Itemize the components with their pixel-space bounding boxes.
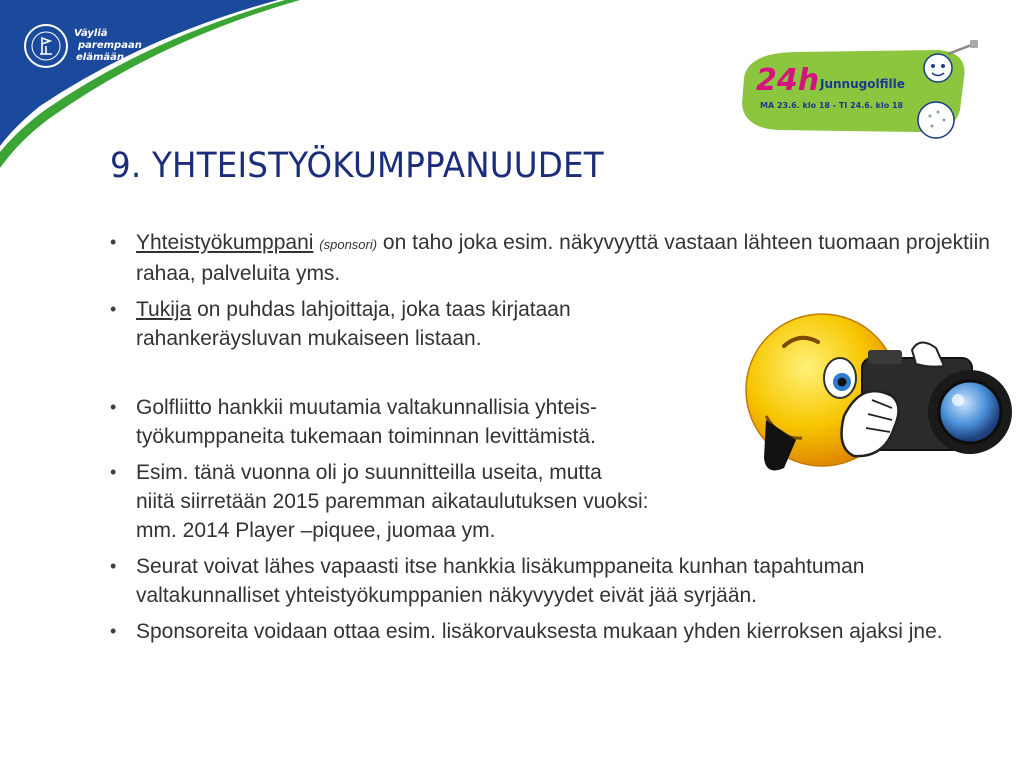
bullet-tukija: [110, 295, 736, 353]
slogan: [74, 28, 142, 64]
bullet-2-text: on puhdas lahjoittaja, joka taas kirjataan rahankeräysluvan mukaiseen listaan.: [136, 298, 571, 350]
bullet-1-text: on taho joka esim. näkyvyyttä vastaan lähteen tuomaan projektiin rahaa, palveluita yms.: [136, 231, 990, 285]
bullet-sponsoreita: [110, 617, 1010, 646]
bullet-3-line-1: Golfliitto hankkii muutamia valtakunnallisia yhteis-: [136, 396, 598, 419]
note-sponsori: (sponsori): [319, 237, 378, 252]
bullet-yhteistyokumppani: [110, 228, 1010, 288]
event-logo-big: 24h: [756, 63, 820, 98]
bullet-seurat: [110, 552, 1010, 610]
bullet-4-line-2: niitä siirretään 2015 paremman aikataulutuksen vuoksi:: [136, 490, 649, 513]
bullet-5-text: Seurat voivat lähes vapaasti itse hankkia lisäkumppaneita kunhan tapahtuman valtakunnalliset yhteistyökumppanien näkyvyydet eivät jää syrjään.: [136, 555, 865, 607]
slide-title: 9. YHTEISTYÖKUMPPANUUDET: [110, 146, 604, 186]
slogan-line-3: elämään: [76, 52, 124, 63]
bullet-4-line-1: Esim. tänä vuonna oli jo suunnitteilla useita, mutta: [136, 461, 602, 484]
brand-block: [24, 24, 154, 74]
event-logo-small: Junnugolfille: [820, 77, 905, 91]
term-tukija: Tukija: [136, 298, 192, 321]
federation-seal-icon: [24, 24, 68, 68]
smiley-camera-icon: [744, 308, 1012, 486]
term-yhteistyokumppani: Yhteistyökumppani: [136, 231, 314, 254]
bullet-6-text: Sponsoreita voidaan ottaa esim. lisäkorvauksesta mukaan yhden kierroksen ajaksi jne.: [136, 620, 943, 643]
event-logo-dates: MA 23.6. klo 18 - TI 24.6. klo 18: [760, 101, 904, 110]
slogan-line-1: Väyliä: [74, 28, 108, 39]
bullet-3-line-2: työkumppaneita tukemaan toiminnan levittämistä.: [136, 425, 596, 448]
event-logo: [738, 38, 980, 142]
slogan-line-2: parempaan: [78, 40, 142, 51]
bullet-4-line-3: mm. 2014 Player –piquee, juomaa ym.: [136, 519, 496, 542]
